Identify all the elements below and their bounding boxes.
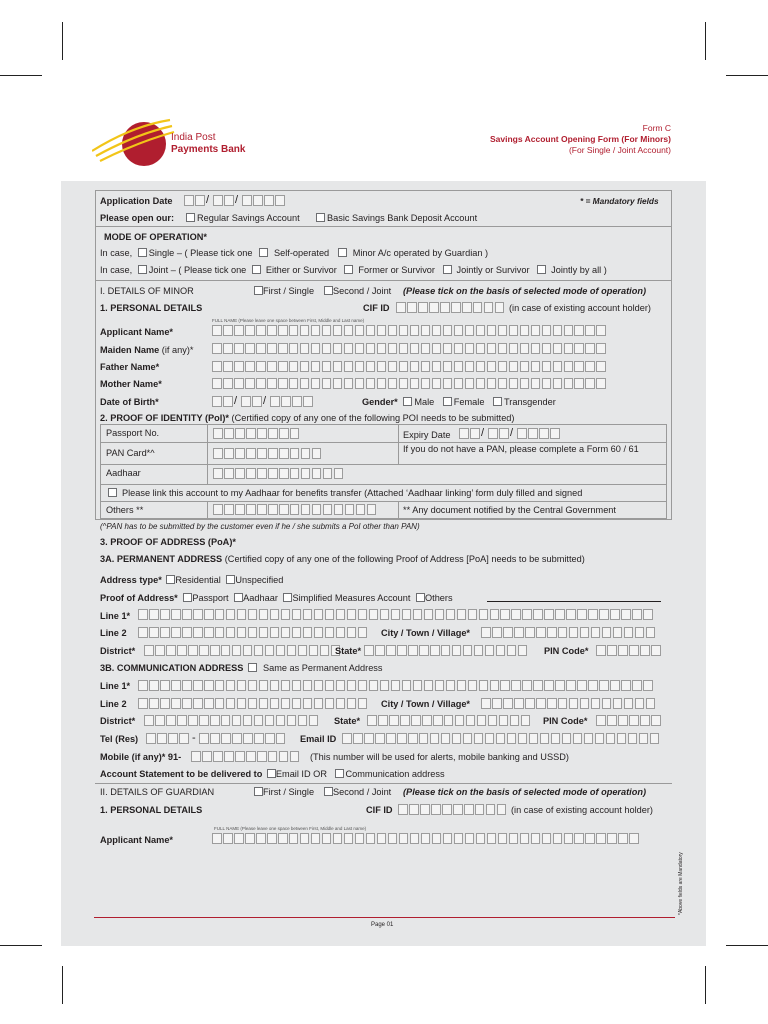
divider [207, 501, 208, 519]
perm-address-row [100, 554, 585, 565]
joint-checkbox[interactable] [138, 265, 147, 274]
guardian-second-option [324, 787, 391, 798]
transgender-checkbox[interactable] [493, 397, 502, 406]
divider [207, 424, 208, 484]
poa-passport-checkbox[interactable] [183, 593, 192, 602]
state-label: State* [335, 646, 362, 656]
minor-second-checkbox[interactable] [324, 286, 333, 295]
divider [95, 226, 672, 227]
others-label: Others ** [106, 505, 144, 515]
aadhaar-link-option [108, 488, 582, 499]
either-survivor-checkbox[interactable] [252, 265, 261, 274]
statement-row [100, 769, 445, 780]
divider [398, 424, 399, 464]
form-subtitle: (For Single / Joint Account) [568, 145, 671, 155]
proof-address-label: Proof of Address* [100, 593, 178, 603]
pan-input[interactable] [213, 448, 321, 459]
divider [100, 464, 667, 465]
jointly-survivor-checkbox[interactable] [443, 265, 452, 274]
joint-label: Joint – ( Please tick one [148, 265, 247, 275]
poa-aadhaar-checkbox[interactable] [234, 593, 243, 602]
former-survivor-label: Former or Survivor [358, 265, 435, 275]
incase-label: In case, [100, 248, 133, 258]
cif-note: (in case of existing account holder) [509, 303, 651, 313]
expiry-day[interactable] [459, 428, 480, 439]
transgender-label: Transgender [504, 397, 556, 407]
self-operated-label: Self-operated [274, 248, 330, 258]
regular-savings-label: Regular Savings Account [197, 213, 300, 223]
female-label: Female [453, 397, 485, 407]
mother-name-input[interactable] [212, 378, 606, 389]
logo-line1: India Post [171, 132, 216, 143]
guardian-cif-note: (in case of existing account holder) [511, 805, 653, 815]
divider [100, 442, 667, 443]
father-name-input[interactable] [212, 361, 606, 372]
father-name-label: Father Name* [100, 362, 160, 372]
minor-note: (Please tick on the basis of selected mode of operation) [403, 286, 647, 296]
maiden-name-label [100, 345, 193, 356]
bsbd-option [316, 213, 477, 224]
minor-first-option [254, 286, 314, 297]
perm-state-input[interactable] [364, 645, 527, 656]
gender-label: Gender* [362, 397, 398, 407]
poa-title: 3. PROOF OF ADDRESS (PoA)* [100, 537, 236, 547]
incase-label: In case, [100, 265, 133, 275]
application-date-month[interactable] [213, 195, 234, 206]
perm-line2-input[interactable] [138, 627, 367, 638]
maiden-name-input[interactable] [212, 343, 606, 354]
page-number: Page 01 [371, 922, 394, 928]
perm-city-input[interactable] [481, 627, 655, 638]
address-type-row [100, 575, 283, 586]
perm-pin-input[interactable] [596, 645, 661, 656]
male-checkbox[interactable] [403, 397, 412, 406]
mother-name-label: Mother Name* [100, 379, 162, 389]
pan-note: If you do not have a PAN, please complete a Form 60 / 61 [403, 444, 639, 454]
logo-text [171, 132, 245, 156]
former-survivor-checkbox[interactable] [344, 265, 353, 274]
divider [100, 501, 667, 502]
crop-mark [0, 75, 42, 76]
statement-email-checkbox[interactable] [267, 769, 276, 778]
dob-day[interactable] [212, 396, 233, 407]
date-separator: / [481, 427, 485, 439]
mandatory-note: * = Mandatory fields [580, 196, 659, 206]
guardian-applicant-label: Applicant Name* [100, 835, 174, 845]
poa-others-line[interactable] [487, 601, 661, 602]
statement-email-label: Email ID OR [275, 769, 327, 779]
self-operated-checkbox[interactable] [259, 248, 268, 257]
others-input[interactable] [213, 504, 376, 515]
expiry-month[interactable] [488, 428, 509, 439]
same-as-permanent-checkbox[interactable] [248, 663, 257, 672]
residential-checkbox[interactable] [166, 575, 175, 584]
minor-second-option [324, 286, 391, 297]
pin-label: PIN Code* [544, 646, 589, 656]
statement-comm-checkbox[interactable] [335, 769, 344, 778]
guardian-first-option [254, 787, 314, 798]
statement-comm-label: Communication address [345, 769, 445, 779]
divider [398, 501, 399, 519]
others-note: ** Any document notified by the Central Government [403, 505, 616, 515]
crop-mark [705, 22, 706, 60]
pin-label: PIN Code* [543, 716, 588, 726]
gender-row [362, 397, 556, 408]
line1-label: Line 1* [100, 681, 131, 691]
dob-month[interactable] [241, 396, 262, 407]
crop-mark [705, 966, 706, 1004]
comm-state-input[interactable] [367, 715, 530, 726]
personal-details-title: 1. PERSONAL DETAILS [100, 303, 203, 313]
crop-mark [62, 966, 63, 1004]
guardian-fullname-hint: FULL NAME (Please leave one space between First, Middle and Last name) [214, 826, 367, 831]
divider [95, 280, 672, 281]
crop-mark [62, 22, 63, 60]
guardian-cif-label: CIF ID [366, 805, 393, 815]
form-title: Savings Account Opening Form (For Minors) [489, 134, 671, 144]
male-label: Male [414, 397, 435, 407]
aadhaar-input[interactable] [213, 468, 343, 479]
poi-title-row [100, 413, 514, 424]
perm-address-title: 3A. PERMANENT ADDRESS [100, 554, 223, 564]
tel-number-input[interactable] [199, 733, 285, 744]
poa-passport-label: Passport [192, 593, 229, 603]
same-as-permanent-label: Same as Permanent Address [263, 663, 383, 673]
logo-line2: Payments Bank [171, 144, 246, 155]
minor-first-label: First / Single [263, 286, 315, 296]
comm-line2-input[interactable] [138, 698, 367, 709]
minor-first-checkbox[interactable] [254, 286, 263, 295]
line1-label: Line 1* [100, 611, 131, 621]
perm-district-input[interactable] [144, 645, 340, 656]
crop-mark [0, 945, 42, 946]
poi-title: 2. PROOF OF IDENTITY (PoI)* [100, 413, 229, 423]
guardian-second-checkbox[interactable] [324, 787, 333, 796]
form-code: Form C [642, 123, 671, 133]
form-header [490, 123, 671, 156]
divider [95, 783, 672, 784]
poa-aadhaar-label: Aadhaar [243, 593, 278, 603]
guardian-first-checkbox[interactable] [254, 787, 263, 796]
guardian-applicant-input[interactable] [212, 833, 639, 844]
divider [100, 484, 667, 485]
guardian-cif-input[interactable] [398, 804, 506, 815]
perm-address-note: (Certified copy of any one of the following Proof of Address [PoA] needs to be submitted) [224, 554, 585, 564]
tel-label: Tel (Res) [100, 734, 139, 744]
city-label: City / Town / Village* [381, 628, 470, 638]
residential-label: Residential [175, 575, 221, 585]
crop-mark [726, 945, 768, 946]
comm-address-title: 3B. COMMUNICATION ADDRESS [100, 663, 244, 673]
jointly-all-checkbox[interactable] [537, 265, 546, 274]
dob-year[interactable] [270, 396, 313, 407]
crop-mark [726, 75, 768, 76]
bsbd-label: Basic Savings Bank Deposit Account [327, 213, 478, 223]
dob-label: Date of Birth* [100, 397, 159, 407]
jointly-all-label: Jointly by all ) [551, 265, 607, 275]
line2-label: Line 2 [100, 699, 127, 709]
email-input[interactable] [342, 733, 659, 744]
district-label: District* [100, 716, 136, 726]
comm-address-row [100, 663, 383, 674]
email-label: Email ID [300, 734, 337, 744]
bsbd-checkbox[interactable] [316, 213, 325, 222]
applicant-name-label: Applicant Name* [100, 327, 174, 337]
guardian-second-label: Second / Joint [333, 787, 392, 797]
expiry-year[interactable] [517, 428, 560, 439]
mobile-label: Mobile [100, 752, 130, 762]
either-survivor-label: Either or Survivor [265, 265, 337, 275]
maiden-label: Maiden Name [100, 345, 160, 355]
minor-guardian-label: Minor A/c operated by Guardian ) [352, 248, 489, 258]
statement-label: Account Statement to be delivered to [100, 769, 263, 779]
cif-input[interactable] [396, 302, 504, 313]
single-label: Single – ( Please tick one [148, 248, 253, 258]
state-label: State* [334, 716, 361, 726]
mobile-note: (This number will be used for alerts, mobile banking and USSD) [310, 752, 569, 762]
pan-label: PAN Card*^ [106, 448, 155, 458]
single-checkbox[interactable] [138, 248, 147, 257]
guardian-personal-title: 1. PERSONAL DETAILS [100, 805, 203, 815]
footer-rule [94, 917, 675, 918]
poi-note: (Certified copy of any one of the following POI needs to be submitted) [231, 413, 515, 423]
guardian-note: (Please tick on the basis of selected mode of operation) [403, 787, 647, 797]
guardian-first-label: First / Single [263, 787, 315, 797]
date-separator: / [263, 395, 267, 407]
district-label: District* [100, 646, 136, 656]
perm-line1-input[interactable] [138, 609, 653, 620]
pan-footnote: (^PAN has to be submitted by the customer even if he / she submits a PoI other than PAN) [100, 522, 420, 531]
aadhaar-link-checkbox[interactable] [108, 488, 117, 497]
comm-district-input[interactable] [144, 715, 318, 726]
minor-guardian-checkbox[interactable] [338, 248, 347, 257]
aadhaar-label: Aadhaar [106, 468, 141, 478]
mode-joint-row [100, 265, 607, 276]
date-separator: / [206, 194, 210, 206]
poa-others-label: Others [425, 593, 453, 603]
application-date-day[interactable] [184, 195, 205, 206]
side-note: *Above fields are Mandatory [678, 852, 684, 915]
comm-line1-input[interactable] [138, 680, 653, 691]
cif-label: CIF ID [363, 303, 390, 313]
date-separator: / [234, 395, 238, 407]
city-label: City / Town / Village* [381, 699, 470, 709]
address-type-label: Address type* [100, 575, 162, 585]
mode-title: MODE OF OPERATION* [104, 232, 207, 242]
line2-label: Line 2 [100, 628, 127, 638]
regular-savings-checkbox[interactable] [186, 213, 195, 222]
mode-single-row [100, 248, 488, 259]
open-our-label: Please open our: [100, 213, 175, 223]
jointly-survivor-label: Jointly or Survivor [456, 265, 530, 275]
minor-second-label: Second / Joint [333, 286, 392, 296]
tel-std-input[interactable] [146, 733, 189, 744]
mobile-row [100, 752, 181, 763]
sma-label: Simplified Measures Account [292, 593, 411, 603]
poa-others-checkbox[interactable] [416, 593, 425, 602]
passport-label: Passport No. [106, 428, 160, 438]
mobile-input[interactable] [191, 751, 299, 762]
maiden-optional: (if any)* [161, 345, 194, 355]
comm-city-input[interactable] [481, 698, 655, 709]
female-checkbox[interactable] [443, 397, 452, 406]
application-date-year[interactable] [242, 195, 285, 206]
unspecified-label: Unspecified [235, 575, 284, 585]
application-date-label: Application Date [100, 196, 173, 206]
applicant-name-input[interactable] [212, 325, 606, 336]
proof-address-row [100, 593, 453, 604]
comm-pin-input[interactable] [596, 715, 661, 726]
date-separator: / [510, 427, 514, 439]
minor-section-title: I. DETAILS OF MINOR [100, 286, 194, 296]
date-separator: / [235, 194, 239, 206]
tel-separator: - [192, 732, 196, 744]
aadhaar-link-label: Please link this account to my Aadhaar for benefits transfer (Attached ‘Aadhaar linking’ form duly filled and signed [122, 488, 583, 498]
expiry-label: Expiry Date [403, 430, 451, 440]
regular-savings-option [186, 213, 300, 224]
guardian-section-title: II. DETAILS OF GUARDIAN [100, 787, 215, 797]
mobile-optional: (if any)* 91- [131, 752, 182, 762]
fullname-hint: FULL NAME (Please leave one space between First, Middle and Last name) [212, 318, 365, 323]
passport-input[interactable] [213, 428, 299, 439]
